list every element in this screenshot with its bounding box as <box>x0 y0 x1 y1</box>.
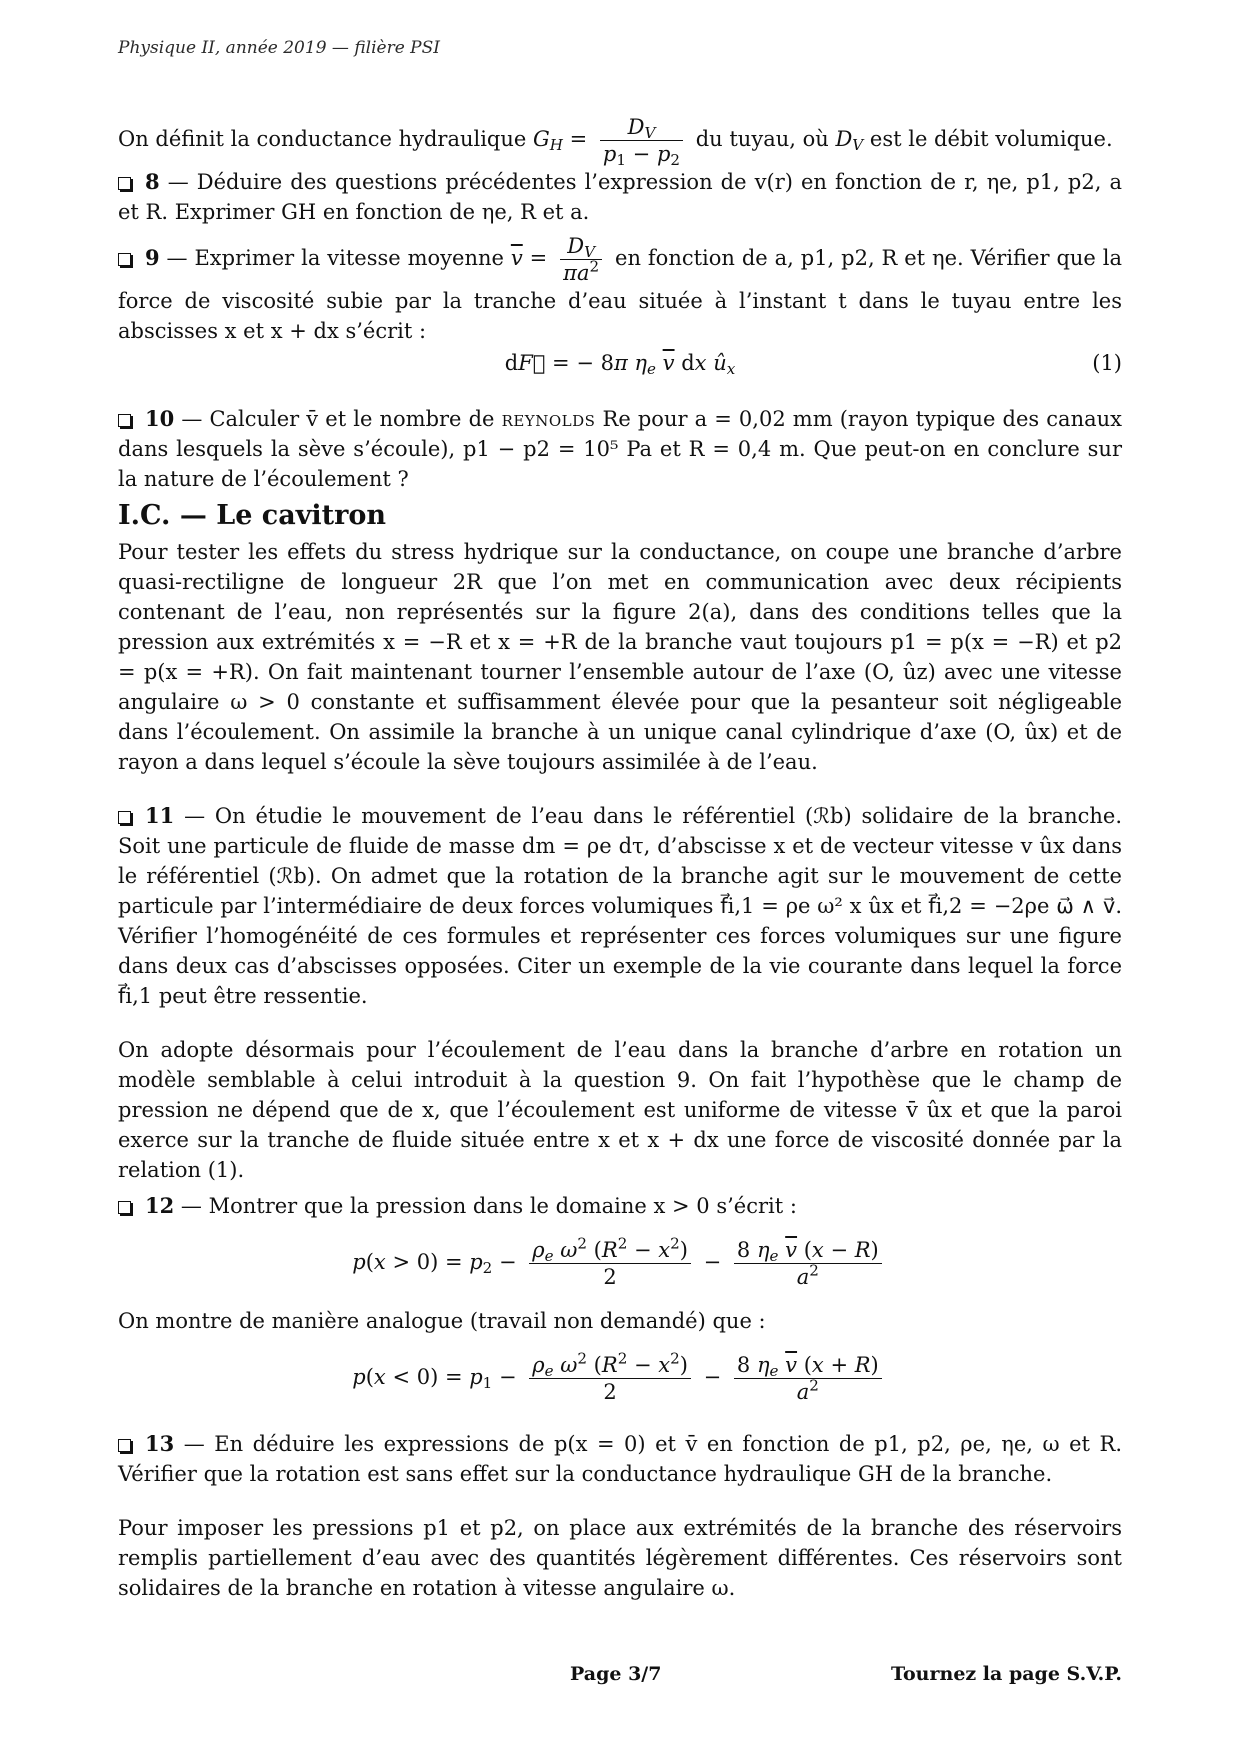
checkbox-icon <box>118 177 131 190</box>
cavitron-intro-paragraph: Pour tester les effets du stress hydrique sur la conductance, on coupe une branche d’arbre quasi-rectiligne de longueur 2R que l’on met en communication avec deux récipients contenant de l’eau, non représentés sur la figure 2(a), dans des conditions telles que la pression aux extrémités x = −R et x = +R de la branche vaut toujours p1 = p(x = −R) et p2 = p(x = +R). On fait maintenant tourner l’ensemble autour de l’axe (O, ûz) avec une vitesse angulaire ω > 0 constante et suffisamment élevée pour que la pesanteur soit négligeable dans l’écoulement. On assimile la branche à un unique canal cylindrique d’axe (O, ûx) et de rayon a dans lequel s’écoule la sève toujours assimilée à de l’eau. <box>118 540 1122 774</box>
question-11: 11 — On étudie le mouvement de l’eau dans le référentiel (ℛb) solidaire de la branche. Soit une particule de fluide de masse dm = ρe dτ, d’abscisse x et de vecteur vitesse v ûx dans le référentiel (ℛb). On admet que la rotation de la branche agit sur le mouvement de cette particule par l’intermédiaire de deux forces volumiques f⃗i,1 = ρe ω² x ûx et f⃗i,2 = −2ρe ω⃗ ∧ v⃗. Vérifier l’homogénéité de ces formules et représenter ces forces volumiques sur une figure dans deux cas d’abscisses opposées. Citer un exemple de la vie courante dans lequel la force f⃗i,1 peut être ressentie. <box>118 803 1122 1008</box>
analogue-paragraph: On montre de manière analogue (travail non demandé) que : <box>118 1309 766 1333</box>
exam-page <box>118 38 1122 1603</box>
question-9: 9 — Exprimer la vitesse moyenne $\overline{v}$ = $\frac{D_V}{\pi a^2}$ en fonction de a, p1, p2, R et ηe. Vérifier que la force de viscosité subie par la tranche d’eau située à l’instant t dans le tuyau entre les abscisses x et x + dx s’écrit : <box>118 234 1122 343</box>
checkbox-icon <box>118 1201 131 1214</box>
question-13: 13 — En déduire les expressions de p(x = 0) et v̄ en fonction de p1, p2, ρe, ηe, ω et R. Vérifier que la rotation est sans effet sur la conductance hydraulique GH de la branche. <box>118 1431 1122 1486</box>
question-10: 10 — Calculer v̄ et le nombre de reynolds Re pour a = 0,02 mm (rayon typique des canaux dans lesquels la sève s’écoule), p1 − p2 = 10⁵ Pa et R = 0,4 m. Que peut-on en conclure sur la nature de l’écoulement ? <box>118 406 1122 491</box>
reservoirs-paragraph: Pour imposer les pressions p1 et p2, on place aux extrémités de la branche des réservoirs remplis partiellement d’eau avec des quantités légèrement différentes. Ces réservoirs sont solidaires de la branche en rotation à vitesse angulaire ω. <box>118 1516 1122 1600</box>
checkbox-icon <box>118 253 131 266</box>
mean-velocity-fraction: $\frac{D_V}{\pi a^2}$ <box>560 233 602 286</box>
equation-pressure-negative: $p(x < 0) = p_1$ − $\frac{\rho_e \omega^2 (R^2 - x^2)}{2}$ − $\frac{8 \eta_e \overline{v} (x + R)}{a^2}$ <box>118 1352 1122 1405</box>
checkbox-icon <box>118 1439 131 1452</box>
question-12: 12 — Montrer que la pression dans le domaine x > 0 s’écrit : <box>118 1191 1122 1221</box>
running-header: Physique II, année 2019 — filière PSI <box>118 38 440 58</box>
section-title: I.C. — Le cavitron <box>118 500 387 531</box>
conductance-definition: On définit la conductance hydraulique $G_H$ = $\frac{D_V}{p_1 - p_2}$ du tuyau, où $D_V$ est le débit volumique. <box>118 115 1113 170</box>
checkbox-icon <box>118 414 131 427</box>
question-8: 8 — Déduire des questions précédentes l’expression de v(r) en fonction de r, ηe, p1, p2, a et R. Exprimer GH en fonction de ηe, R et a. <box>118 169 1122 224</box>
gh-fraction: $\frac{D_V}{p_1 - p_2}$ <box>600 114 683 167</box>
model-paragraph: On adopte désormais pour l’écoulement de l’eau dans la branche d’arbre en rotation un modèle semblable à celui introduit à la question 9. On fait l’hypothèse que le champ de pression ne dépend que de x, que l’écoulement est uniforme de vitesse v̄ ûx et que la paroi exerce sur la tranche de fluide située entre x et x + dx une force de viscosité donnée par la relation (1). <box>118 1038 1122 1182</box>
equation-pressure-positive: $p(x > 0) = p_2$ − $\frac{\rho_e \omega^2 (R^2 - x^2)}{2}$ − $\frac{8 \eta_e \overline{v} (x - R)}{a^2}$ <box>118 1237 1122 1290</box>
equation-1: dF⃗ = − 8π $\eta_e$ $\overline{v}$ dx $û_x$ (1) <box>504 351 1122 379</box>
page-number: Page 3/7 <box>570 1663 662 1685</box>
turn-page-note: Tournez la page S.V.P. <box>891 1663 1122 1685</box>
checkbox-icon <box>118 811 131 824</box>
